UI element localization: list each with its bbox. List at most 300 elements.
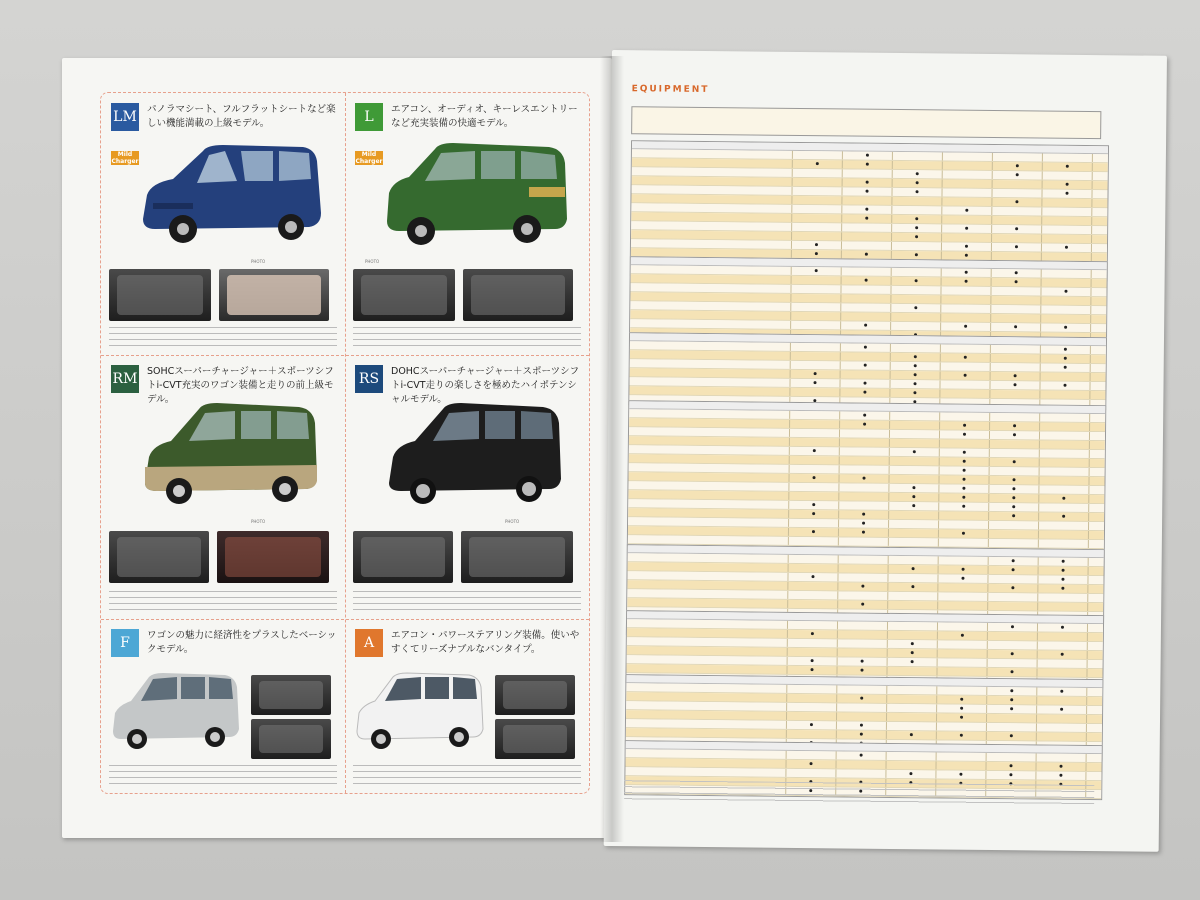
column-divider	[1038, 485, 1039, 493]
interior-seat-photo	[495, 719, 575, 759]
column-divider	[889, 466, 890, 474]
column-divider	[787, 573, 788, 581]
column-divider	[936, 704, 937, 712]
column-divider	[890, 353, 891, 361]
column-divider	[1091, 217, 1092, 225]
photo-caption: PHOTO	[365, 259, 380, 264]
column-divider	[838, 528, 839, 536]
column-divider	[888, 565, 889, 573]
column-divider	[991, 225, 992, 233]
column-divider	[1041, 226, 1042, 234]
column-divider	[838, 483, 839, 491]
equipment-dot	[914, 364, 917, 367]
column-divider	[889, 430, 890, 438]
equipment-dot	[1066, 183, 1069, 186]
equipment-dot	[865, 208, 868, 211]
column-divider	[837, 591, 838, 599]
column-divider	[839, 447, 840, 455]
equipment-dot	[911, 660, 914, 663]
photo-caption: PHOTO	[505, 519, 520, 524]
column-divider	[837, 600, 838, 608]
column-divider	[1038, 512, 1039, 520]
column-divider	[788, 501, 789, 509]
column-divider	[841, 250, 842, 258]
column-divider	[936, 713, 937, 721]
column-divider	[935, 761, 936, 769]
column-divider	[789, 388, 790, 396]
column-divider	[1087, 594, 1088, 602]
column-divider	[1038, 494, 1039, 502]
column-divider	[991, 207, 992, 215]
column-divider	[1038, 530, 1039, 538]
column-divider	[1091, 199, 1092, 207]
equipment-dot	[1015, 245, 1018, 248]
column-divider	[986, 696, 987, 704]
column-divider	[789, 429, 790, 437]
equipment-fine-print	[353, 327, 581, 349]
equipment-dot	[861, 660, 864, 663]
column-divider	[1089, 391, 1090, 399]
column-divider	[991, 216, 992, 224]
equipment-dot	[915, 279, 918, 282]
column-divider	[842, 178, 843, 186]
column-divider	[840, 343, 841, 351]
column-divider	[938, 565, 939, 573]
column-divider	[839, 465, 840, 473]
column-divider	[888, 493, 889, 501]
column-divider	[941, 251, 942, 259]
column-divider	[1090, 355, 1091, 363]
column-divider	[1041, 190, 1042, 198]
equipment-dot	[963, 469, 966, 472]
column-divider	[1087, 624, 1088, 632]
model-description: ワゴンの魅力に経済性をプラスしたベーシックモデル。	[147, 630, 337, 655]
column-divider	[840, 361, 841, 369]
column-divider	[790, 343, 791, 351]
column-divider	[791, 187, 792, 195]
column-divider	[1088, 495, 1089, 503]
column-divider	[1085, 772, 1086, 780]
column-divider	[1040, 323, 1041, 331]
column-divider	[841, 223, 842, 231]
column-divider	[791, 250, 792, 258]
column-divider	[1040, 372, 1041, 380]
model-description: SOHCスーパーチャージャー＋スポーツシフトi-CVT充実のワゴン装備と走りの前上級モデル。	[147, 366, 334, 405]
equipment-dot	[1064, 326, 1067, 329]
column-divider	[890, 371, 891, 379]
equipment-dot	[813, 476, 816, 479]
column-divider	[941, 224, 942, 232]
column-divider	[891, 251, 892, 259]
column-divider	[835, 760, 836, 768]
equipment-dot	[964, 325, 967, 328]
column-divider	[1038, 521, 1039, 529]
column-divider	[939, 380, 940, 388]
column-divider	[939, 448, 940, 456]
column-divider	[892, 179, 893, 187]
equipment-dot	[863, 477, 866, 480]
column-divider	[836, 730, 837, 738]
equipment-dot	[1014, 325, 1017, 328]
equipment-dot	[961, 634, 964, 637]
column-divider	[1090, 346, 1091, 354]
column-divider	[1039, 449, 1040, 457]
model-description: エアコン・パワーステアリング装備。使いやすくてリーズナブルなバンタイプ。	[391, 630, 580, 655]
column-divider	[837, 582, 838, 590]
column-divider	[987, 659, 988, 667]
equipment-dot	[1010, 707, 1013, 710]
equipment-dot	[1010, 698, 1013, 701]
equipment-dot	[1010, 764, 1013, 767]
equipment-dot	[813, 449, 816, 452]
column-divider	[936, 695, 937, 703]
column-divider	[938, 529, 939, 537]
column-divider	[786, 730, 787, 738]
column-divider	[889, 457, 890, 465]
equipment-dot	[815, 269, 818, 272]
column-divider	[1087, 603, 1088, 611]
column-divider	[990, 287, 991, 295]
column-divider	[840, 352, 841, 360]
car-photo	[381, 395, 571, 515]
column-divider	[889, 448, 890, 456]
column-divider	[886, 704, 887, 712]
column-divider	[1041, 217, 1042, 225]
column-divider	[1038, 566, 1039, 574]
column-divider	[940, 322, 941, 330]
equipment-dot	[1066, 165, 1069, 168]
column-divider	[1088, 558, 1089, 566]
equipment-dot	[1015, 280, 1018, 283]
equipment-dot	[1063, 384, 1066, 387]
column-divider	[936, 731, 937, 739]
equipment-dot	[915, 253, 918, 256]
column-divider	[888, 520, 889, 528]
column-divider	[887, 574, 888, 582]
column-divider	[992, 180, 993, 188]
equipment-dot	[814, 381, 817, 384]
column-divider	[986, 753, 987, 761]
equipment-dot	[1061, 587, 1064, 590]
column-divider	[988, 539, 989, 547]
column-divider	[1092, 181, 1093, 189]
model-description: DOHCスーパーチャージャー＋スポーツシフトi-CVT走りの楽しさを極めたハイポテンシャルモデル。	[391, 366, 580, 405]
equipment-dot	[1013, 433, 1016, 436]
column-divider	[1088, 540, 1089, 548]
column-divider	[987, 650, 988, 658]
column-divider	[987, 575, 988, 583]
equipment-dot	[965, 245, 968, 248]
equipment-table-section	[629, 256, 1108, 343]
column-divider	[888, 502, 889, 510]
column-divider	[892, 152, 893, 160]
column-divider	[786, 685, 787, 693]
model-badge: RS	[355, 365, 383, 393]
equipment-dot	[911, 642, 914, 645]
column-divider	[790, 303, 791, 311]
column-divider	[889, 412, 890, 420]
column-divider	[939, 430, 940, 438]
column-divider	[1091, 226, 1092, 234]
column-divider	[841, 276, 842, 284]
equipment-dot	[812, 503, 815, 506]
model-cell-a	[345, 619, 589, 793]
column-divider	[988, 530, 989, 538]
column-divider	[787, 639, 788, 647]
equipment-dot	[863, 423, 866, 426]
column-divider	[1037, 659, 1038, 667]
column-divider	[788, 564, 789, 572]
column-divider	[1040, 363, 1041, 371]
column-divider	[1090, 315, 1091, 323]
column-divider	[1087, 660, 1088, 668]
equipment-dot	[1010, 734, 1013, 737]
equipment-dot	[914, 306, 917, 309]
equipment-dot	[864, 346, 867, 349]
column-divider	[890, 344, 891, 352]
equipment-title: EQUIPMENT	[631, 84, 710, 96]
column-divider	[789, 465, 790, 473]
column-divider	[1089, 382, 1090, 390]
equipment-dot	[865, 253, 868, 256]
equipment-dot	[914, 355, 917, 358]
column-divider	[1090, 306, 1091, 314]
column-divider	[985, 771, 986, 779]
column-divider	[839, 429, 840, 437]
equipment-dot	[812, 512, 815, 515]
column-divider	[791, 232, 792, 240]
column-divider	[1037, 593, 1038, 601]
car-photo	[351, 667, 491, 757]
equipment-dot	[815, 252, 818, 255]
column-divider	[1037, 575, 1038, 583]
column-divider	[1039, 381, 1040, 389]
column-divider	[790, 370, 791, 378]
column-divider	[787, 657, 788, 665]
column-divider	[1086, 715, 1087, 723]
column-divider	[887, 592, 888, 600]
equipment-dot	[915, 217, 918, 220]
equipment-dot	[910, 733, 913, 736]
equipment-dot	[1011, 625, 1014, 628]
equipment-dot	[1011, 586, 1014, 589]
column-divider	[940, 344, 941, 352]
equipment-dot	[965, 271, 968, 274]
column-divider	[785, 760, 786, 768]
column-divider	[787, 621, 788, 629]
column-divider	[888, 538, 889, 546]
column-divider	[1088, 477, 1089, 485]
equipment-dot	[1016, 173, 1019, 176]
column-divider	[1038, 476, 1039, 484]
model-cell-f	[101, 619, 345, 793]
column-divider	[938, 511, 939, 519]
column-divider	[837, 657, 838, 665]
column-divider	[1091, 244, 1092, 252]
equipment-dot	[912, 495, 915, 498]
column-divider	[1089, 423, 1090, 431]
column-divider	[1036, 696, 1037, 704]
column-divider	[988, 566, 989, 574]
column-divider	[939, 389, 940, 397]
column-divider	[1038, 539, 1039, 547]
column-divider	[887, 658, 888, 666]
column-divider	[1087, 642, 1088, 650]
equipment-dot	[964, 374, 967, 377]
equipment-dot	[965, 227, 968, 230]
equipment-dot	[963, 433, 966, 436]
equipment-dot	[1012, 505, 1015, 508]
column-divider	[790, 312, 791, 320]
column-divider	[789, 447, 790, 455]
column-divider	[838, 555, 839, 563]
column-divider	[1042, 181, 1043, 189]
column-divider	[1039, 440, 1040, 448]
column-divider	[1042, 172, 1043, 180]
equipment-dot	[1012, 496, 1015, 499]
column-divider	[937, 631, 938, 639]
column-divider	[1088, 531, 1089, 539]
column-divider	[1037, 632, 1038, 640]
column-divider	[937, 583, 938, 591]
equipment-dot	[862, 522, 865, 525]
column-divider	[939, 439, 940, 447]
column-divider	[1087, 585, 1088, 593]
column-divider	[990, 363, 991, 371]
column-divider	[839, 420, 840, 428]
column-divider	[837, 573, 838, 581]
equipment-dot	[1064, 366, 1067, 369]
equipment-dot	[915, 235, 918, 238]
column-divider	[788, 483, 789, 491]
column-divider	[889, 380, 890, 388]
column-divider	[839, 388, 840, 396]
equipment-dot	[963, 460, 966, 463]
equipment-dot	[1014, 383, 1017, 386]
column-divider	[891, 268, 892, 276]
column-divider	[788, 474, 789, 482]
equipment-dot	[1062, 569, 1065, 572]
interior-dashboard-photo	[353, 269, 455, 321]
column-divider	[989, 381, 990, 389]
column-divider	[841, 267, 842, 275]
column-divider	[1089, 450, 1090, 458]
column-divider	[939, 466, 940, 474]
column-divider	[838, 510, 839, 518]
equipment-dot	[1062, 515, 1065, 518]
column-divider	[988, 485, 989, 493]
equipment-dot	[864, 382, 867, 385]
column-divider	[941, 277, 942, 285]
equipment-dot	[861, 585, 864, 588]
column-divider	[787, 648, 788, 656]
column-divider	[942, 170, 943, 178]
column-divider	[989, 458, 990, 466]
equipment-dot	[1061, 578, 1064, 581]
column-divider	[1039, 413, 1040, 421]
column-divider	[1086, 724, 1087, 732]
column-divider	[988, 476, 989, 484]
column-divider	[785, 769, 786, 777]
column-divider	[1039, 431, 1040, 439]
column-divider	[987, 632, 988, 640]
column-divider	[891, 277, 892, 285]
column-divider	[891, 224, 892, 232]
column-divider	[985, 762, 986, 770]
column-divider	[790, 352, 791, 360]
column-divider	[988, 521, 989, 529]
column-divider	[992, 153, 993, 161]
column-divider	[890, 322, 891, 330]
column-divider	[941, 197, 942, 205]
column-divider	[1086, 706, 1087, 714]
equipment-dot	[1062, 497, 1065, 500]
column-divider	[840, 321, 841, 329]
column-divider	[990, 354, 991, 362]
equipment-dot	[911, 585, 914, 588]
column-divider	[1042, 154, 1043, 162]
column-divider	[1035, 762, 1036, 770]
equipment-dot	[960, 707, 963, 710]
column-divider	[787, 582, 788, 590]
model-cell-lm	[101, 93, 345, 355]
column-divider	[941, 242, 942, 250]
column-divider	[789, 379, 790, 387]
column-divider	[941, 206, 942, 214]
model-badge: RM	[111, 365, 139, 393]
equipment-dot	[912, 486, 915, 489]
column-divider	[940, 362, 941, 370]
column-divider	[1041, 235, 1042, 243]
column-divider	[891, 188, 892, 196]
column-divider	[890, 286, 891, 294]
equipment-dot	[865, 279, 868, 282]
column-divider	[1091, 253, 1092, 261]
column-divider	[838, 492, 839, 500]
equipment-dot	[1009, 773, 1012, 776]
equipment-dot	[1061, 626, 1064, 629]
model-badge: LM	[111, 103, 139, 131]
column-divider	[888, 529, 889, 537]
column-divider	[1036, 668, 1037, 676]
equipment-dot	[962, 496, 965, 499]
column-divider	[990, 323, 991, 331]
interior-seat-photo	[251, 719, 331, 759]
column-divider	[1036, 705, 1037, 713]
column-divider	[838, 519, 839, 527]
column-divider	[1039, 467, 1040, 475]
column-divider	[891, 197, 892, 205]
column-divider	[1086, 733, 1087, 741]
equipment-dot	[1012, 559, 1015, 562]
column-divider	[786, 666, 787, 674]
column-divider	[790, 361, 791, 369]
equipment-dot	[861, 603, 864, 606]
equipment-dot	[1014, 374, 1017, 377]
equipment-dot	[866, 163, 869, 166]
equipment-dot	[960, 734, 963, 737]
column-divider	[1036, 753, 1037, 761]
column-divider	[891, 215, 892, 223]
column-divider	[986, 723, 987, 731]
equipment-dot	[1012, 487, 1015, 490]
equipment-fine-print	[353, 591, 581, 613]
column-divider	[938, 475, 939, 483]
column-divider	[1039, 390, 1040, 398]
column-divider	[987, 641, 988, 649]
column-divider	[886, 752, 887, 760]
equipment-dot	[811, 659, 814, 662]
